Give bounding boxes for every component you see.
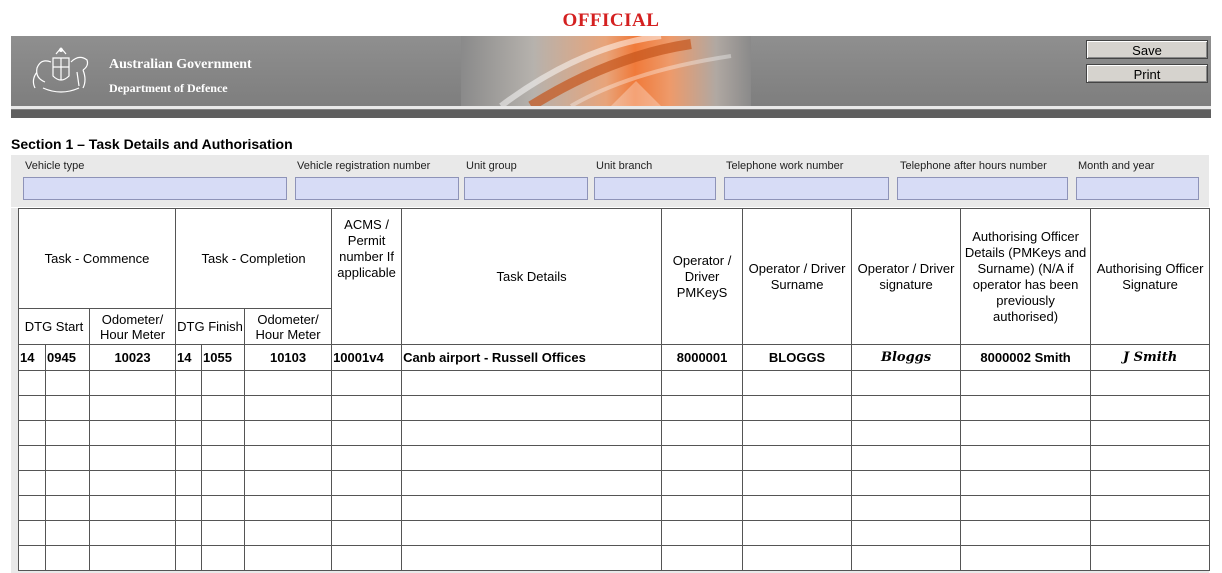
department-name: Department of Defence [109, 81, 228, 95]
dtg-start-header: DTG Start [19, 309, 90, 345]
task-details-header: Task Details [402, 209, 662, 345]
dtg-finish-header: DTG Finish [176, 309, 245, 345]
odometer-finish-cell[interactable]: 10103 [245, 345, 332, 371]
odometer-start-cell[interactable]: 10023 [90, 345, 176, 371]
table-row [19, 345, 1210, 371]
table-row[interactable] [19, 546, 1210, 571]
print-button[interactable]: Print [1086, 64, 1208, 83]
task-table [18, 208, 1210, 571]
table-row[interactable] [19, 521, 1210, 546]
operator-pmkeys-header: Operator / Driver PMKeyS [662, 209, 743, 345]
task-table-area [11, 208, 1209, 573]
telephone-after-hours-input[interactable] [897, 177, 1068, 200]
operator-signature-header: Operator / Driver signature [852, 209, 961, 345]
operator-pmkeys-cell[interactable]: 8000001 [662, 345, 743, 371]
operator-signature-cell[interactable]: Bloggs [852, 345, 961, 371]
unit-branch-input[interactable] [594, 177, 716, 200]
vehicle-registration-input[interactable] [295, 177, 459, 200]
table-row[interactable] [19, 446, 1210, 471]
start-day-cell[interactable]: 14 [19, 345, 46, 371]
task-commence-header: Task - Commence [19, 209, 176, 309]
telephone-after-hours-label: Telephone after hours number [900, 160, 1047, 172]
odometer-finish-header: Odometer/ Hour Meter [245, 309, 332, 345]
unit-group-label: Unit group [466, 160, 517, 172]
vehicle-type-input[interactable] [23, 177, 287, 200]
odometer-start-header: Odometer/ Hour Meter [90, 309, 176, 345]
table-row[interactable] [19, 496, 1210, 521]
authorising-officer-details-cell[interactable]: 8000002 Smith [961, 345, 1091, 371]
section-title: Section 1 – Task Details and Authorisation [11, 136, 293, 152]
table-row[interactable] [19, 421, 1210, 446]
start-time-cell[interactable]: 0945 [46, 345, 90, 371]
month-year-input[interactable] [1076, 177, 1199, 200]
authorising-officer-details-header: Authorising Officer Details (PMKeys and Surname) (N/A if operator has been previously authorised) [961, 209, 1091, 345]
table-row[interactable] [19, 396, 1210, 421]
coat-of-arms-icon [23, 42, 99, 98]
table-row[interactable] [19, 471, 1210, 496]
vehicle-details-fields [11, 155, 1209, 207]
authorising-officer-signature-header: Authorising Officer Signature [1091, 209, 1210, 345]
vehicle-registration-label: Vehicle registration number [297, 160, 431, 172]
save-button[interactable]: Save [1086, 40, 1208, 59]
acms-cell[interactable]: 10001v4 [332, 345, 402, 371]
vehicle-type-label: Vehicle type [25, 160, 85, 172]
table-row[interactable] [19, 371, 1210, 396]
authorising-officer-signature-cell[interactable]: J Smith [1091, 345, 1210, 371]
operator-surname-header: Operator / Driver Surname [743, 209, 852, 345]
classification-marking: OFFICIAL [562, 10, 660, 31]
telephone-work-label: Telephone work number [726, 160, 844, 172]
finish-time-cell[interactable]: 1055 [202, 345, 245, 371]
operator-surname-cell[interactable]: BLOGGS [743, 345, 852, 371]
task-completion-header: Task - Completion [176, 209, 332, 309]
unit-group-input[interactable] [464, 177, 588, 200]
month-year-label: Month and year [1078, 160, 1155, 172]
government-name: Australian Government [109, 57, 252, 72]
unit-branch-label: Unit branch [596, 160, 653, 172]
telephone-work-input[interactable] [724, 177, 889, 200]
task-details-cell[interactable]: Canb airport - Russell Offices [402, 345, 662, 371]
header-banner [11, 36, 1211, 118]
finish-day-cell[interactable]: 14 [176, 345, 202, 371]
acms-permit-header: ACMS / Permit number If applicable [332, 209, 402, 345]
banner-artwork [461, 36, 751, 106]
